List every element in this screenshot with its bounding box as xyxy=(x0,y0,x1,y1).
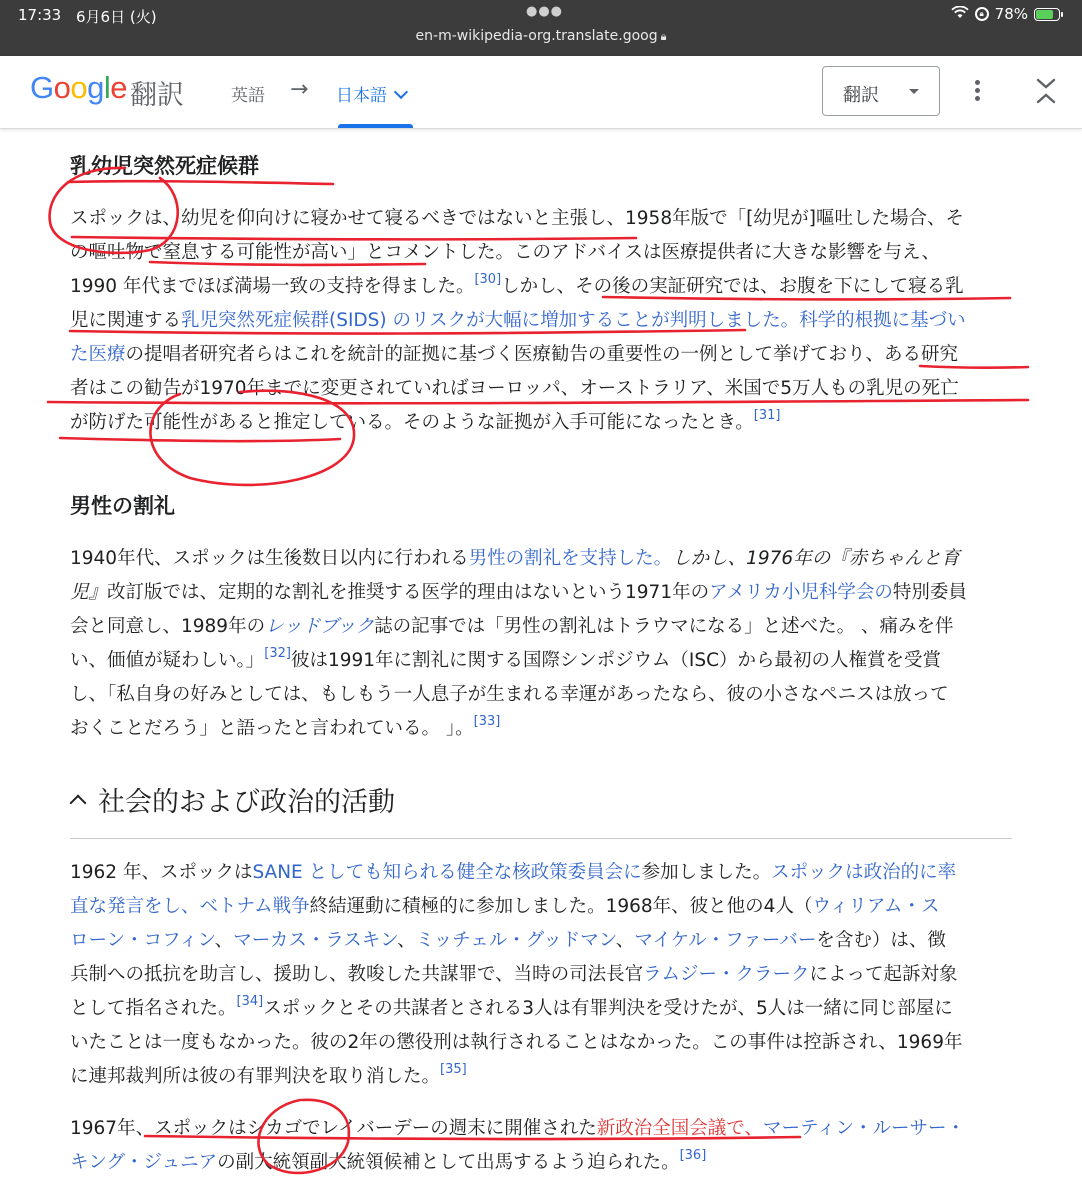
status-time: 17:33 xyxy=(18,6,62,24)
text-run: を含む）は、徴 xyxy=(816,930,946,951)
reference-35[interactable]: [35] xyxy=(440,1062,467,1077)
target-language-label: 日本語 xyxy=(336,86,387,106)
text-run: おくことだろう」と語ったと言われている。 」。 xyxy=(70,718,474,739)
reference-33[interactable]: [33] xyxy=(473,714,501,729)
link-ferber[interactable]: マイケル・ファーバー xyxy=(634,930,817,951)
link-circumcision[interactable]: 男性の割礼を支持した。 xyxy=(468,548,673,569)
reference-32[interactable]: [32] xyxy=(264,646,291,661)
section-heading-sids: 乳幼児突然死症候群 xyxy=(70,154,259,178)
text-run: しかし、その後の実証研究では、お腹を下にして寝る乳 xyxy=(501,276,964,297)
collapse-icon[interactable] xyxy=(1034,76,1058,106)
arrow-icon: → xyxy=(290,77,309,102)
text-run: 彼は1991年に割礼に関する国際シンポジウム（ISC）から最初の人権賞を受賞 xyxy=(290,650,942,671)
text-run: 終結運動に積極的に参加しました。1968年、彼と他の4人（ xyxy=(309,896,813,917)
reference-34[interactable]: [34] xyxy=(236,994,264,1009)
lock-icon: 🔒︎ xyxy=(660,30,667,43)
section-divider xyxy=(70,838,1012,839)
text-line xyxy=(70,856,1012,890)
text-run: 特別委員 xyxy=(892,582,967,603)
text-run: 誌の記事では「男性の割礼はトラウマになる」と述べた。 、痛みを伴 xyxy=(374,616,954,637)
paragraph-sids xyxy=(70,202,1012,440)
wifi-icon xyxy=(951,6,969,23)
text-line xyxy=(70,304,1012,338)
text-line: スポックは、幼児を仰向けに寝かせて寝るべきではないと主張し、1958年版で「[幼児が]嘔吐した場合、そ xyxy=(70,208,965,229)
link-sane[interactable]: SANE としても知られる健全な核政策委員会に xyxy=(252,862,642,883)
link-sids[interactable]: 乳児突然死症候群(SIDS) のリスクが大幅に増加することが判明しました。科学的根拠に基づい xyxy=(181,310,966,331)
text-line: の嘔吐物で窒息する可能性が高い」とコメントした。このアドバイスは医療提供者に大きな影響を与え、 xyxy=(70,242,941,263)
logo-suffix: 翻訳 xyxy=(130,80,184,111)
text-run: によって起訴対象 xyxy=(809,964,958,985)
text-line xyxy=(70,610,1012,644)
link-aap[interactable]: アメリカ小児科学会の xyxy=(709,582,893,603)
text-line xyxy=(70,958,1012,992)
link-ramsey-clark[interactable]: ラムジー・クラーク xyxy=(643,964,810,985)
more-vert-icon[interactable] xyxy=(972,80,982,106)
text-run: 1962 年、スポックは xyxy=(70,862,253,883)
reference-31[interactable]: [31] xyxy=(753,408,781,423)
text-run: 参加しました。 xyxy=(641,862,772,883)
text-run: しかし、1976年の『赤ちゃんと育 xyxy=(672,548,960,569)
text-line xyxy=(70,270,1012,304)
translate-header xyxy=(0,56,1082,129)
multitasking-dots-icon[interactable]: ●●● xyxy=(526,4,564,19)
link-political[interactable]: スポックは政治的に率 xyxy=(771,862,957,883)
text-line xyxy=(70,712,1012,746)
section-heading-activism[interactable] xyxy=(70,780,395,819)
text-run: 児』 xyxy=(70,582,108,603)
text-line xyxy=(70,1060,1012,1094)
active-tab-indicator xyxy=(338,124,413,128)
text-line xyxy=(70,576,1012,610)
link-coffin-2[interactable]: ローン・コフィン xyxy=(70,930,215,951)
text-run: 、 xyxy=(214,930,234,951)
text-run: 、 xyxy=(397,930,416,951)
text-run: 1940年代、スポックは生後数日以内に行われる xyxy=(70,548,469,569)
text-line xyxy=(70,644,1012,678)
battery-percent: 78% xyxy=(994,5,1028,23)
text-run: 1990 年代までほぼ満場一致の支持を得ました。 xyxy=(70,276,475,297)
link-vietnam-war[interactable]: ベトナム戦争 xyxy=(199,896,310,917)
text-run: 改訂版では、定期的な割礼を推奨する医学的理由はないという1971年の xyxy=(107,582,710,603)
paragraph-activism-1 xyxy=(70,856,1012,1094)
section-heading-activism-label: 社会的および政治的活動 xyxy=(98,787,395,818)
battery-icon xyxy=(1034,8,1060,21)
text-line xyxy=(70,338,1012,372)
section-heading-circumcision: 男性の割礼 xyxy=(70,494,175,518)
text-line xyxy=(70,1146,1012,1180)
status-bar xyxy=(0,0,1082,56)
text-run: スポックとその共謀者とされる3人は有罪判決を受けたが、5人は一緒に同じ部屋に xyxy=(263,998,953,1019)
text-run: 1967年、スポックはシカゴでレイバーデーの週末に開催された xyxy=(70,1118,597,1139)
link-coffin[interactable]: ウィリアム・ス xyxy=(812,896,940,917)
text-line xyxy=(70,542,1012,576)
text-run: に連邦裁判所は彼の有罪判決を取り消した。 xyxy=(70,1066,441,1087)
paragraph-activism-2 xyxy=(70,1112,1012,1180)
text-line xyxy=(70,924,1012,958)
link-new-politics[interactable]: 新政治全国会議で、 xyxy=(596,1118,763,1139)
address-bar[interactable] xyxy=(0,28,1082,44)
status-date: 6月6日 (火) xyxy=(76,8,157,26)
dropdown-caret-icon xyxy=(909,89,919,94)
link-goodman[interactable]: ミッチェル・グッドマン xyxy=(415,930,616,951)
text-run: の副大統領副大統領候補として出馬するよう迫られた。 xyxy=(217,1152,680,1173)
chevron-down-icon xyxy=(394,85,408,99)
chevron-up-icon[interactable] xyxy=(70,795,87,812)
rotation-lock-icon: 🔒︎ xyxy=(975,7,989,21)
paragraph-circumcision xyxy=(70,542,1012,746)
link-political-2[interactable]: 直な発言をし、 xyxy=(70,896,200,917)
link-mlk[interactable]: マーティン・ルーサー・ xyxy=(762,1118,965,1139)
text-line: 者はこの勧告が1970年までに変更されていればヨーロッパ、オーストラリア、米国で5万人もの乳児の死亡 xyxy=(70,378,959,399)
text-run: 児に関連する xyxy=(70,310,182,331)
text-line: し、「私自身の好みとしては、もしもう一人息子が生まれる幸運があったなら、彼の小さなペニスは放って xyxy=(70,684,949,705)
text-line xyxy=(70,890,1012,924)
text-line xyxy=(70,1112,1012,1146)
link-mlk-2[interactable]: キング・ジュニア xyxy=(70,1152,218,1173)
google-logo[interactable]: Google xyxy=(30,70,128,105)
text-run: が防げた可能性があると推定している。そのような証拠が入手可能になったとき。 xyxy=(70,412,754,433)
status-indicators xyxy=(951,5,1060,23)
translate-button[interactable] xyxy=(822,66,940,116)
reference-30[interactable]: [30] xyxy=(474,272,502,287)
reference-36[interactable]: [36] xyxy=(679,1148,707,1163)
underline-heading xyxy=(68,181,333,184)
text-run: として指名された。 xyxy=(70,998,237,1019)
source-language-tab[interactable]: 英語 xyxy=(231,86,265,106)
translate-button-label: 翻訳 xyxy=(843,85,879,106)
link-raskin[interactable]: マーカス・ラスキン xyxy=(233,930,398,951)
text-line xyxy=(70,992,1012,1026)
target-language-tab[interactable] xyxy=(336,81,406,106)
text-run: い、価値が疑わしい。」 xyxy=(70,650,265,671)
text-run: 、 xyxy=(615,930,635,951)
text-run: の提唱者研究者らはこれを統計的証拠に基づく医療勧告の重要性の一例として挙げており、ある研究 xyxy=(125,344,959,365)
text-line xyxy=(70,406,1012,440)
link-evidence-based-medicine[interactable]: た医療 xyxy=(70,344,126,365)
text-line: いたことは一度もなかった。彼の2年の懲役刑は執行されることはなかった。この事件は控訴され、1969年 xyxy=(70,1032,963,1053)
link-redbook[interactable]: レッドブック xyxy=(265,616,375,637)
url-text: en-m-wikipedia-org.translate.goog xyxy=(415,28,658,44)
text-run: 会と同意し、1989年の xyxy=(70,616,266,637)
text-run: 兵制への抵抗を助言し、援助し、教唆した共謀罪で、当時の司法長官 xyxy=(70,964,644,985)
